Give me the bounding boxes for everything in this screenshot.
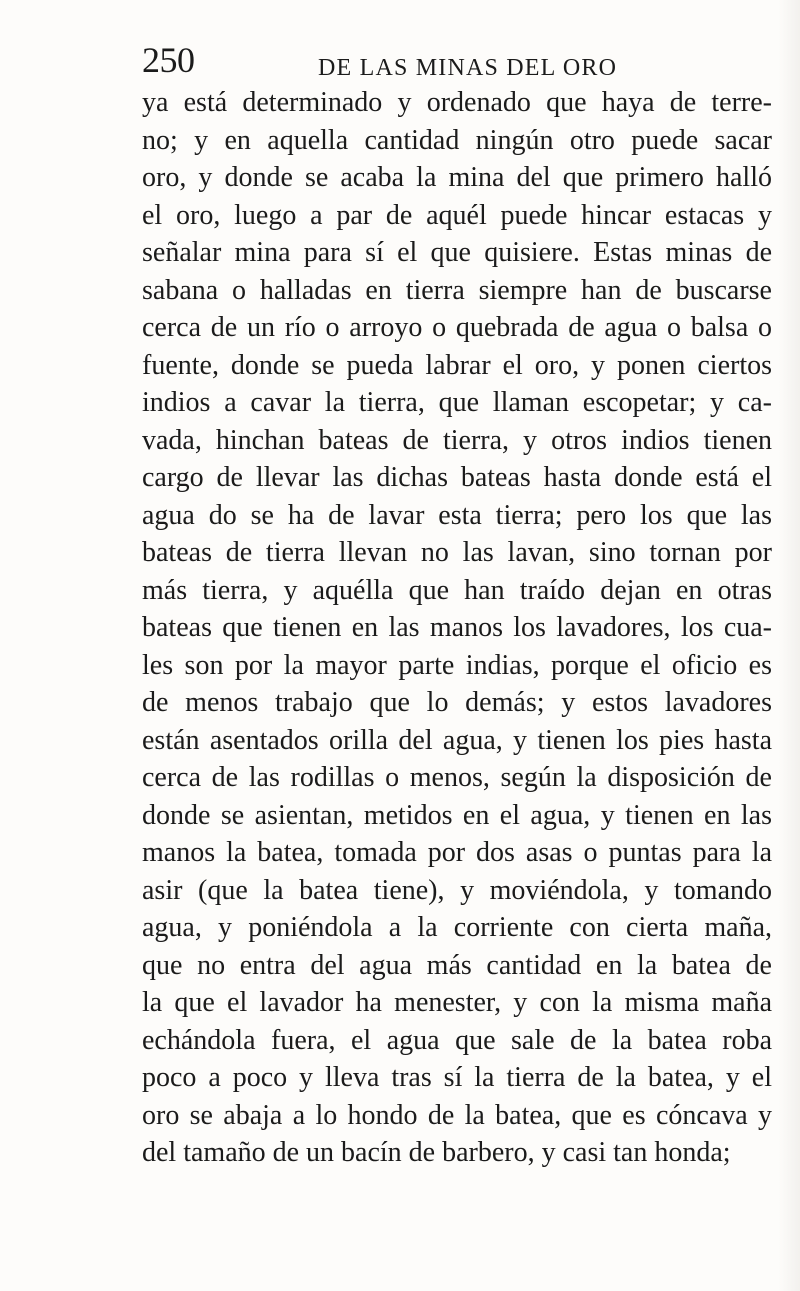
page-edge-shadow (778, 0, 800, 1291)
text-line: echándola fuera, el agua que sale de la batea roba (142, 1024, 772, 1056)
text-line: agua, y poniéndola a la corriente con cierta maña, (142, 912, 772, 943)
body-text (142, 84, 772, 1172)
text-line: agua do se ha de lavar esta tierra; pero los que las (142, 499, 772, 531)
text-line: asir (que la batea tiene), y moviéndola, y tomando (142, 874, 772, 906)
text-line: fuente, donde se pueda labrar el oro, y ponen ciertos (142, 349, 772, 381)
text-line: manos la batea, tomada por dos asas o puntas para la (142, 837, 772, 868)
text-line: donde se asientan, metidos en el agua, y tienen en las (142, 799, 772, 831)
text-line: bateas de tierra llevan no las lavan, sino tornan por (142, 537, 772, 568)
text-line: ya está determinado y ordenado que haya de terre- (142, 87, 772, 118)
text-line: están asentados orilla del agua, y tienen los pies hasta (142, 724, 772, 756)
text-line: del tamaño de un bacín de barbero, y casi tan honda; (142, 1137, 731, 1168)
text-line: bateas que tienen en las manos los lavadores, los cua- (142, 612, 772, 643)
text-line: cerca de un río o arroyo o quebrada de agua o balsa o (142, 312, 772, 343)
text-line: cargo de llevar las dichas bateas hasta donde está el (142, 462, 772, 493)
text-line: el oro, luego a par de aquél puede hincar estacas y (142, 199, 772, 231)
text-line: oro se abaja a lo hondo de la batea, que es cóncava y (142, 1099, 772, 1131)
text-line: más tierra, y aquélla que han traído dejan en otras (142, 574, 772, 606)
text-line: no; y en aquella cantidad ningún otro puede sacar (142, 124, 772, 156)
text-line: indios a cavar la tierra, que llaman escopetar; y ca- (142, 387, 772, 418)
text-line: vada, hinchan bateas de tierra, y otros indios tienen (142, 424, 772, 456)
page-number: 250 (142, 40, 195, 80)
text-line: cerca de las rodillas o menos, según la disposición de (142, 762, 772, 793)
text-line: que no entra del agua más cantidad en la batea de (142, 949, 772, 981)
text-line: señalar mina para sí el que quisiere. Estas minas de (142, 237, 772, 268)
text-line: sabana o halladas en tierra siempre han de buscarse (142, 274, 772, 306)
text-line: de menos trabajo que lo demás; y estos lavadores (142, 687, 772, 718)
text-line: poco a poco y lleva tras sí la tierra de la batea, y el (142, 1062, 772, 1093)
text-line: oro, y donde se acaba la mina del que primero halló (142, 162, 772, 193)
running-head: DE LAS MINAS DEL ORO (318, 55, 618, 81)
text-line: les son por la mayor parte indias, porque el oficio es (142, 649, 772, 681)
text-line: la que el lavador ha menester, y con la misma maña (142, 987, 772, 1018)
